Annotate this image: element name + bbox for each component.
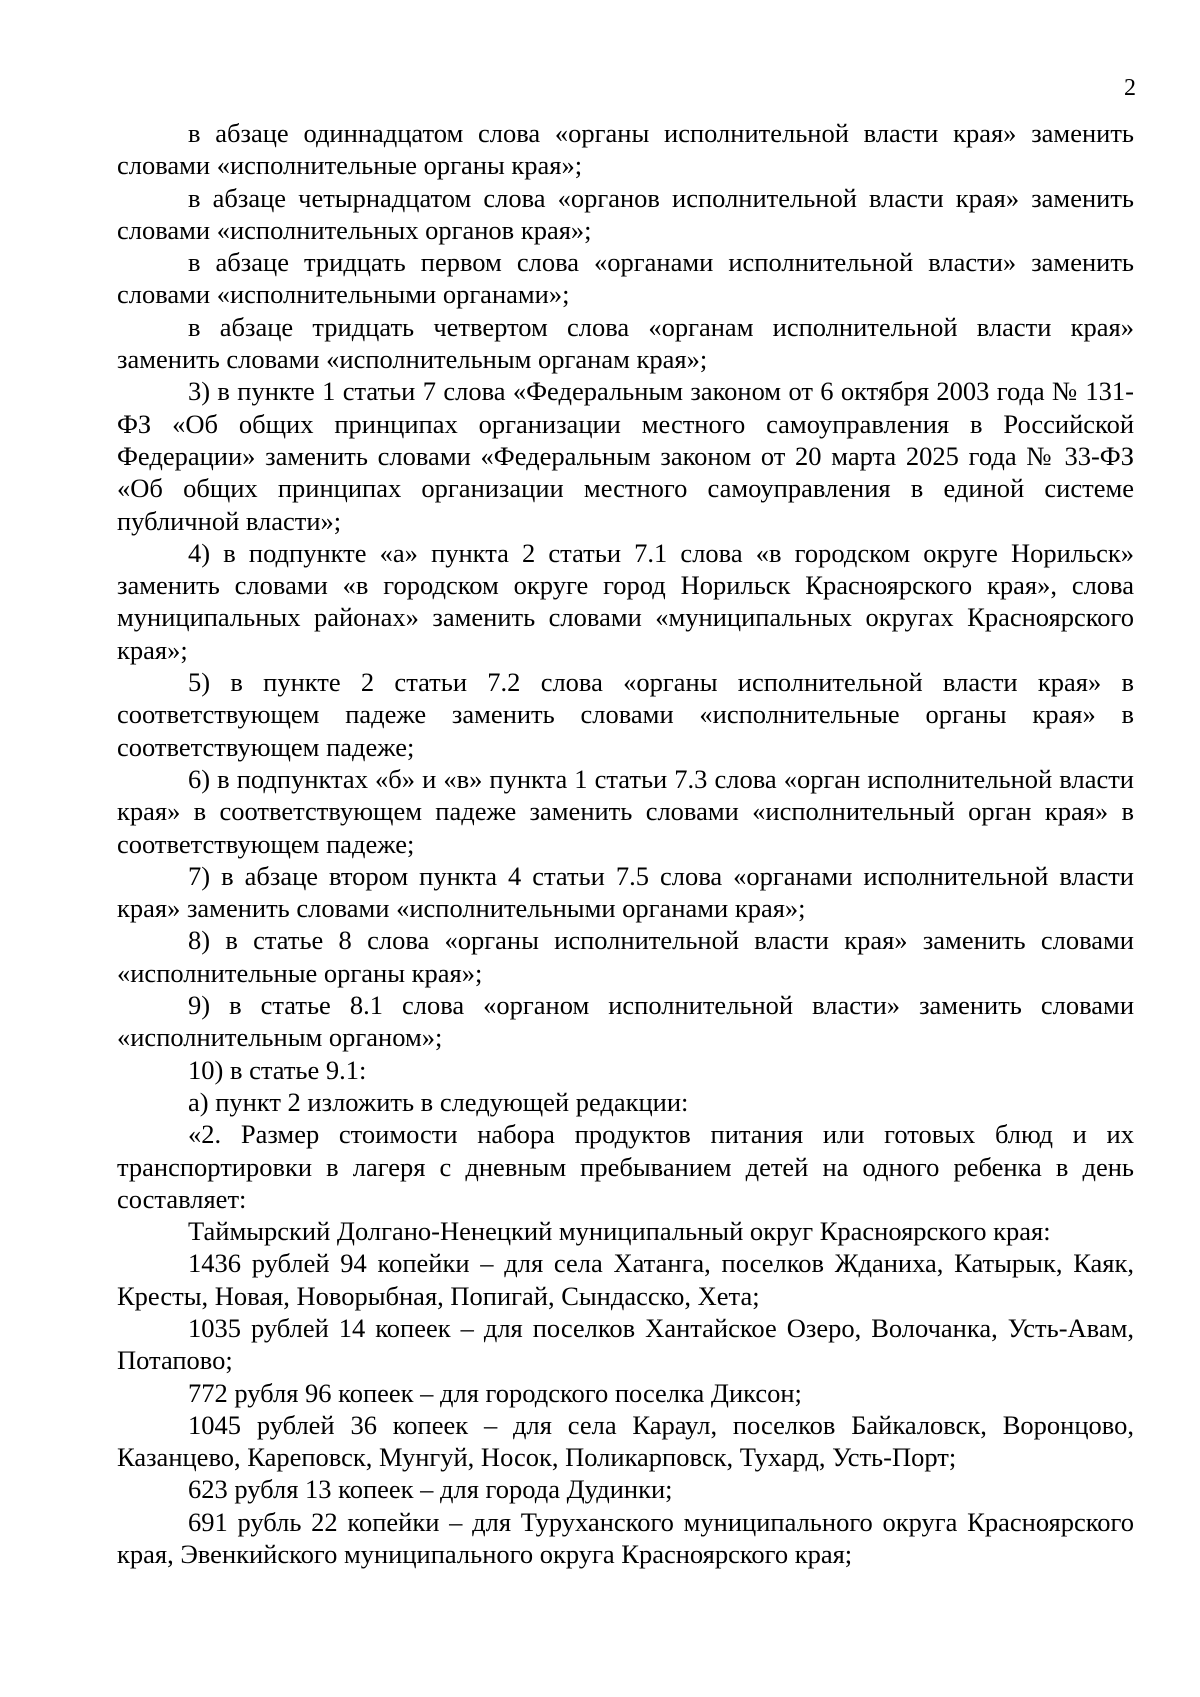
paragraph: 1035 рублей 14 копеек – для поселков Хантайское Озеро, Волочанка, Усть-Авам, Потапово; (117, 1312, 1134, 1376)
paragraph: 772 рубля 96 копеек – для городского поселка Диксон; (188, 1377, 802, 1408)
paragraph: а) пункт 2 изложить в следующей редакции: (188, 1086, 689, 1117)
paragraph: в абзаце тридцать первом слова «органами исполнительной власти» заменить словами «исполнительными органами»; (117, 247, 1134, 310)
paragraph: 4) в подпункте «а» пункта 2 статьи 7.1 слова «в городском округе Норильск» заменить словами «в городском округе город Норильск Красноярского края», слова муниципальных районах» заменить словами «муниципальных округах Красноярского края»; (117, 537, 1134, 665)
paragraph: 1045 рублей 36 копеек – для села Караул, поселков Байкаловск, Воронцово, Казанцево, Кареповск, Мунгуй, Носок, Поликарповск, Тухард, Усть-Порт; (117, 1409, 1134, 1473)
page-number: 2 (1124, 75, 1136, 101)
paragraph: 8) в статье 8 слова «органы исполнительной власти края» заменить словами «исполнительные органы края»; (117, 925, 1134, 988)
paragraph: 6) в подпунктах «б» и «в» пункта 1 статьи 7.3 слова «орган исполнительной власти края» в соответствующем падеже заменить словами «исполнительный орган края» в соответствующем падеже; (117, 763, 1134, 859)
paragraph: в абзаце тридцать четвертом слова «органам исполнительной власти края» заменить словами «исполнительным органам края»; (117, 311, 1134, 375)
paragraph: 9) в статье 8.1 слова «органом исполнительной власти» заменить словами «исполнительным органом»; (117, 990, 1134, 1053)
paragraph: в абзаце одиннадцатом слова «органы исполнительной власти края» заменить словами «исполнительные органы края»; (117, 118, 1134, 181)
paragraph: 3) в пункте 1 статьи 7 слова «Федеральным законом от 6 октября 2003 года № 131-ФЗ «Об общих принципах организации местного самоуправления в Российской Федерации» заменить словами «Федеральным законом от 20 марта 2025 года № 33-ФЗ «Об общих принципах организации местного самоуправления в единой системе публичной власти»; (117, 376, 1134, 536)
paragraph: «2. Размер стоимости набора продуктов питания или готовых блюд и их транспортировки в лагеря с дневным пребыванием детей на одного ребенка в день составляет: (117, 1119, 1134, 1214)
document-body (117, 117, 1134, 1570)
paragraph: 10) в статье 9.1: (188, 1054, 367, 1085)
paragraph: Таймырский Долгано-Ненецкий муниципальный округ Красноярского края: (188, 1216, 1051, 1247)
paragraph: 1436 рублей 94 копейки – для села Хатанга, поселков Жданиха, Катырык, Каяк, Кресты, Новая, Новорыбная, Попигай, Сындасско, Хета; (117, 1248, 1134, 1311)
paragraph: 623 рубля 13 копеек – для города Дудинки; (188, 1474, 673, 1505)
paragraph: 7) в абзаце втором пункта 4 статьи 7.5 слова «органами исполнительной власти края» заменить словами «исполнительными органами края»; (117, 860, 1134, 924)
paragraph: в абзаце четырнадцатом слова «органов исполнительной власти края» заменить словами «исполнительных органов края»; (117, 182, 1134, 245)
paragraph: 691 рубль 22 копейки – для Туруханского муниципального округа Красноярского края, Эвенкийского муниципального округа Красноярского края; (117, 1506, 1134, 1570)
paragraph: 5) в пункте 2 статьи 7.2 слова «органы исполнительной власти края» в соответствующем падеже заменить словами «исполнительные органы края» в соответствующем падеже; (117, 667, 1134, 762)
